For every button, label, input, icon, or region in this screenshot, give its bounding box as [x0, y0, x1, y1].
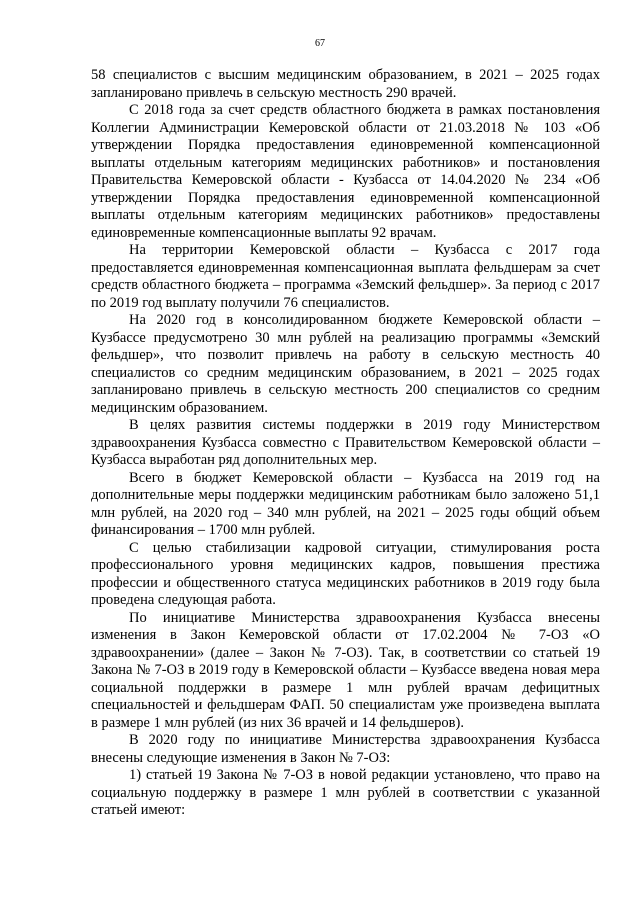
paragraph: Всего в бюджет Кемеровской области – Кузбасса на 2019 год на дополнительные меры поддержки медицинским работникам было заложено 51,1 млн рублей, на 2020 год – 340 млн рублей, на 2021 – 2025 годы общий объем финансирования – 1700 млн рублей.: [91, 469, 600, 538]
paragraph: В целях развития системы поддержки в 2019 году Министерством здравоохранения Кузбасса совместно с Правительством Кемеровской области – Кузбасса выработан ряд дополнительных мер.: [91, 417, 600, 468]
paragraph: С 2018 года за счет средств областного бюджета в рамках постановления Коллегии Администрации Кемеровской области от 21.03.2018 № 103 «Об утверждении Порядка предоставления единовременной компенсационной выплаты отдельным категориям медицинских работников» и постановления Правительства Кемеровской области - Кузбасса от 14.04.2020 № 234 «Об утверждении Порядка предоставления единовременной компенсационной выплаты отдельным категориям медицинских работников» предоставлены единовременные компенсационные выплаты 92 врачам.: [91, 102, 600, 241]
document-body: [91, 67, 600, 820]
paragraph: С целью стабилизации кадровой ситуации, стимулирования роста профессионального уровня медицинских кадров, повышения престижа профессии и общественного статуса медицинских работников в 2019 году была проведена следующая работа.: [91, 539, 600, 608]
paragraph: В 2020 году по инициативе Министерства здравоохранения Кузбасса внесены следующие изменения в Закон № 7-ОЗ:: [91, 732, 600, 766]
paragraph: 1) статьей 19 Закона № 7-ОЗ в новой редакции установлено, что право на социальную поддержку в размере 1 млн рублей в соответствии с указанной статьей имеют:: [91, 767, 600, 818]
paragraph: На территории Кемеровской области – Кузбасса с 2017 года предоставляется единовременная компенсационная выплата фельдшерам за счет средств областного бюджета – программа «Земский фельдшер». За период с 2017 по 2019 год выплату получили 76 специалистов.: [91, 242, 600, 311]
page-number: 67: [315, 38, 325, 49]
paragraph: На 2020 год в консолидированном бюджете Кемеровской области – Кузбассе предусмотрено 30 млн рублей на реализацию программы «Земский фельдшер», что позволит привлечь на работу в сельскую местность 40 специалистов со средним медицинским образованием, в 2021 – 2025 годах запланировано привлечь в сельскую местность 200 специалистов со средним медицинским образованием.: [91, 312, 600, 416]
paragraph: По инициативе Министерства здравоохранения Кузбасса внесены изменения в Закон Кемеровской области от 17.02.2004 № 7-ОЗ «О здравоохранении» (далее – Закон № 7-ОЗ). Так, в соответствии со статьей 19 Закона № 7-ОЗ в 2019 году в Кемеровской области – Кузбассе введена новая мера социальной поддержки в размере 1 млн рублей врачам дефицитных специальностей и фельдшерам ФАП. 50 специалистам уже произведена выплата в размере 1 млн рублей (из них 36 врачей и 14 фельдшеров).: [91, 609, 600, 731]
paragraph: 58 специалистов с высшим медицинским образованием, в 2021 – 2025 годах запланировано привлечь в сельскую местность 290 врачей.: [91, 67, 600, 101]
